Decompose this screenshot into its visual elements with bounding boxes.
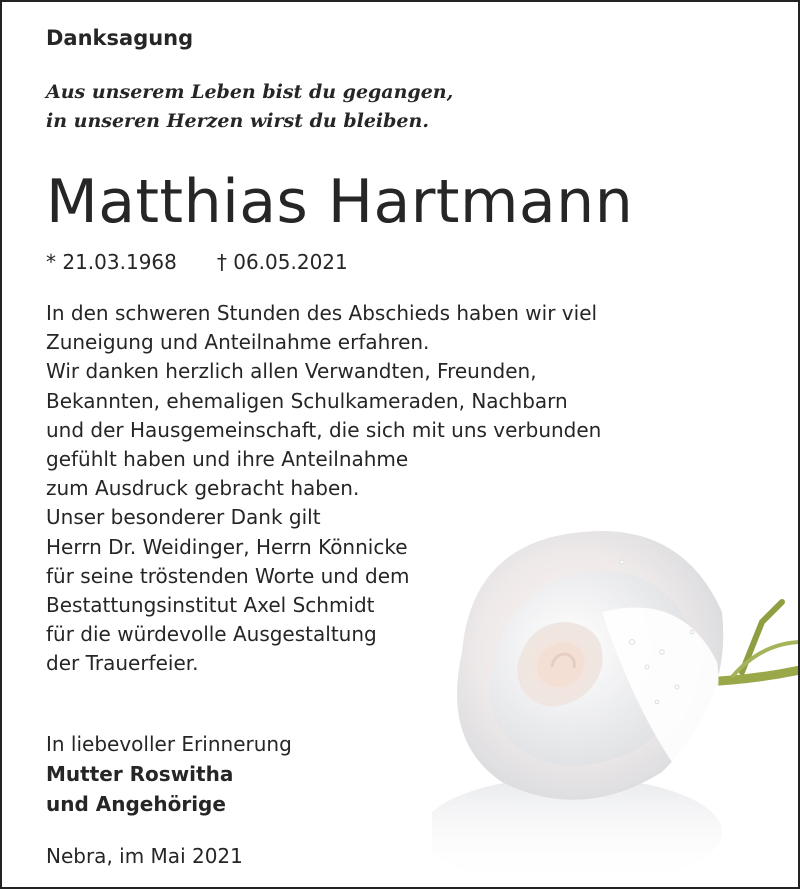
message-line: für seine tröstenden Worte und dem: [46, 563, 410, 588]
message-line: gefühlt haben und ihre Anteilnahme: [46, 446, 409, 471]
message-line: In den schweren Stunden des Abschieds haben wir viel: [46, 301, 598, 325]
signer-name: Mutter Roswitha: [46, 762, 234, 786]
message-line: für die würdevolle Ausgestaltung: [46, 622, 377, 647]
message-line: der Trauerfeier.: [46, 651, 199, 676]
birth-date: * 21.03.1968: [46, 250, 177, 274]
quote-line: Aus unserem Leben bist du gegangen,: [46, 81, 454, 103]
heading: Danksagung: [46, 26, 194, 50]
message-line: Herrn Dr. Weidinger, Herrn Könnicke: [46, 534, 408, 559]
place-date: Nebra, im Mai 2021: [46, 844, 243, 868]
closing-block: [46, 729, 292, 819]
deceased-name: Matthias Hartmann: [46, 167, 634, 237]
message-body: [46, 299, 601, 678]
death-date: † 06.05.2021: [216, 250, 348, 274]
message-line: Bestattungsinstitut Axel Schmidt: [46, 592, 375, 617]
message-line: und der Hausgemeinschaft, die sich mit uns verbunden: [46, 417, 602, 442]
signer-name: und Angehörige: [46, 792, 226, 816]
closing-intro: In liebevoller Erinnerung: [46, 732, 292, 756]
message-line: Zuneigung und Anteilnahme erfahren.: [46, 330, 430, 355]
message-line: Unser besonderer Dank gilt: [46, 505, 321, 530]
message-line: Bekannten, ehemaligen Schulkameraden, Nachbarn: [46, 388, 568, 413]
message-line: Wir danken herzlich allen Verwandten, Freunden,: [46, 359, 537, 384]
quote-line: in unseren Herzen wirst du bleiben.: [46, 110, 429, 132]
quote: [46, 78, 453, 136]
message-line: zum Ausdruck gebracht haben.: [46, 476, 360, 501]
life-dates: [46, 250, 348, 274]
